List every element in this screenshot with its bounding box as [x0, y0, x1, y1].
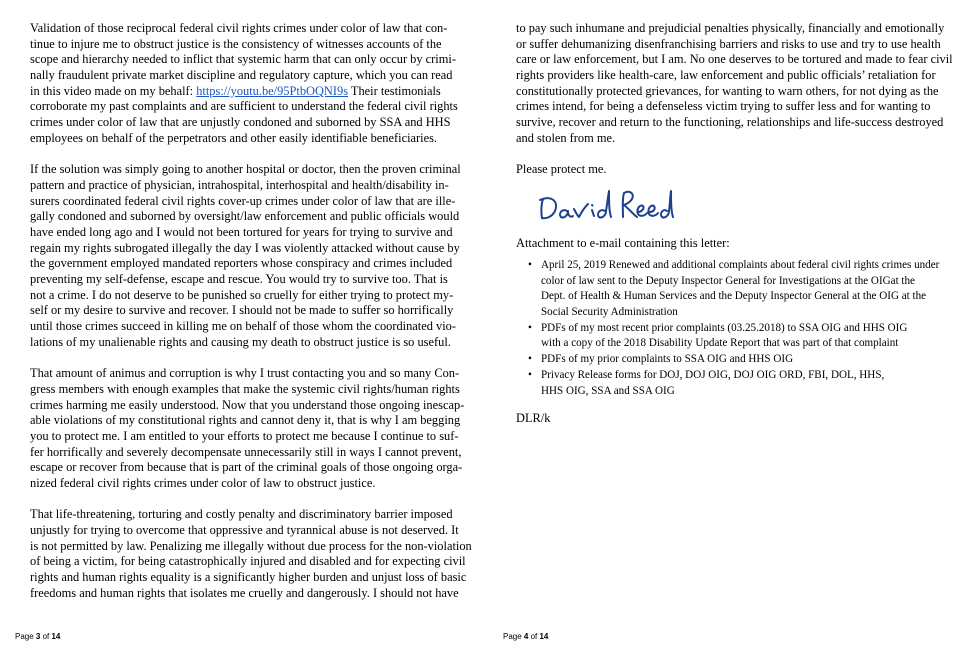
list-item-line: HHS OIG, SSA and SSA OIG	[541, 384, 675, 397]
text-line: lations of my unalienable rights and causing my death to obstruct justice is so useful.	[30, 334, 451, 349]
text-line: nized federal civil rights crimes under color of law to obstruct justice.	[30, 475, 376, 490]
text-line: escape or recover from because that is part of the criminal goals of those ongoing orga-	[30, 460, 463, 475]
footer-middle: of	[40, 632, 52, 641]
text-line: employees on behalf of the perpetrators and other easily identifiable beneficiaries.	[30, 130, 438, 145]
text-line: surers coordinated federal civil rights cover-up crimes under color of law that are ille-	[30, 193, 456, 208]
initials-block	[516, 411, 964, 427]
text-line: That amount of animus and corruption is why I trust contacting you and so many Con-	[30, 366, 460, 381]
footer-total-pages: 14	[51, 632, 61, 641]
text-line: you to protect me. I am entitled to your efforts to protect me because I continue to suf-	[30, 428, 459, 443]
list-item	[516, 352, 966, 368]
list-item	[516, 321, 966, 352]
list-item-line: Social Security Administration	[541, 306, 678, 319]
list-item-line: with a copy of the 2018 Disability Update Report that was part of that complaint	[541, 337, 899, 350]
document-page-4	[489, 0, 978, 660]
text-line: not a crime. I do not deserve to be punished so cruelly for either trying to protect my-	[30, 287, 454, 302]
attachment-list	[516, 258, 966, 399]
paragraph-gap	[30, 492, 478, 508]
text-line: care or law enforcement, but I am. No one deserves to be tortured and made to fear civil	[516, 52, 953, 67]
text-line: corroborate my past complaints and are sufficient to understand the federal civil rights	[30, 99, 458, 114]
text-line: regain my rights subrogated illegally the day I was violently attacked without cause by	[30, 240, 460, 255]
text-line: is not permitted by law. Penalizing me illegally without due process for the non-violation	[30, 538, 472, 553]
list-item-line: PDFs of my most recent prior complaints (03.25.2018) to SSA OIG and HHS OIG	[541, 321, 908, 334]
attachment-heading: Attachment to e-mail containing this letter:	[516, 236, 730, 250]
text-line: Validation of those reciprocal federal civil rights crimes under color of law that con-	[30, 21, 448, 35]
text-line: and stolen from me.	[516, 130, 616, 145]
text-line: gally condoned and suborned by oversight/law enforcement and public officials would	[30, 209, 460, 224]
list-item	[516, 368, 966, 399]
paragraph-continuation	[516, 21, 964, 147]
page-3-body	[30, 21, 478, 601]
text-line: have ended long ago and I would not been tortured for years for trying to survive and	[30, 224, 453, 239]
paragraph-gap	[30, 350, 478, 366]
list-item-line: color of law sent to the Deputy Inspector General for Investigations at the OIGat the	[541, 274, 915, 287]
text-segment: in this video made on my behalf:	[30, 83, 197, 98]
video-link[interactable]: https://youtu.be/95PtbOQNI9s	[196, 83, 349, 98]
bullet-icon: •	[528, 353, 532, 366]
paragraph-penalty	[30, 507, 478, 601]
page-number-footer	[503, 632, 548, 642]
text-line: self or my desire to survive and recover. I should not be made to suffer so horrifically	[30, 303, 454, 318]
paragraph-validation	[30, 21, 478, 147]
paragraph-gap	[516, 147, 964, 163]
text-line: freedoms and human rights that isolates me cruelly and dangerously. I should not have	[30, 585, 459, 600]
text-line: rights providers like health-care, law enforcement and public officials’ retaliation for	[516, 68, 936, 83]
text-line: pattern and practice of physician, intrahospital, interhospital and health/disability in-	[30, 177, 449, 192]
list-item-line: April 25, 2019 Renewed and additional complaints about federal civil rights crimes under	[541, 259, 940, 271]
text-line: tinue to injure me to obstruct justice is the consistency of witnesses accounts of the	[30, 36, 442, 51]
text-line: gress members with enough examples that make the systemic civil rights/human rights	[30, 381, 460, 396]
author-initials: DLR/k	[516, 411, 551, 425]
text-line: crimes intend, for being a defenseless victim trying to suffer less and for wanting to	[516, 99, 931, 114]
text-line: nally fraudulent private market discipline and regulatory capture, which you can read	[30, 68, 453, 83]
text-line: crimes under color of law that are unjustly condoned and suborned by SSA and HHS	[30, 115, 451, 130]
footer-prefix: Page	[15, 632, 36, 641]
text-line-with-link	[30, 84, 478, 100]
paragraph-gap	[30, 147, 478, 163]
signature-image	[537, 187, 677, 223]
text-line: constitutionally protected grievances, for wanting to warn others, for not dying as the	[516, 83, 939, 98]
bullet-icon: •	[528, 259, 532, 271]
text-line: able violations of my constitutional rights and cannot deny it, that is why I am begging	[30, 413, 461, 428]
footer-current-page: 3	[35, 632, 41, 641]
text-line: or suffer dehumanizing disenfranchising barriers and risks to use and try to use health	[516, 36, 941, 51]
text-line: unjustly for trying to overcome that oppressive and tyrannical abuse is not deserved. It	[30, 523, 459, 537]
page-number-footer	[15, 632, 60, 642]
footer-total-pages: 14	[539, 632, 549, 641]
text-line: scope and hierarchy needed to inflict that systemic harm that can only occur by crimi-	[30, 52, 456, 67]
list-item-line: PDFs of my prior complaints to SSA OIG and HHS OIG	[541, 353, 794, 366]
text-line: That life-threatening, torturing and costly penalty and discriminatory barrier imposed	[30, 507, 453, 522]
bullet-icon: •	[528, 368, 532, 381]
text-line: until those crimes succeed in killing me on behalf of those whom the coordinated vio-	[30, 319, 456, 334]
text-line: of being a victim, for being catastrophically injured and disabled and for expecting civil	[30, 554, 466, 569]
text-line: fer horrifically and severely decompensate unnecessarily still in ways I cannot prevent,	[30, 444, 462, 459]
bullet-icon: •	[528, 321, 532, 334]
footer-current-page: 4	[523, 632, 529, 641]
footer-middle: of	[528, 632, 540, 641]
text-line: survive, recover and return to the functioning, relationships and life-success destroyed	[516, 115, 944, 130]
text-line: to pay such inhumane and prejudicial penalties physically, financially and emotionally	[516, 21, 945, 35]
text-line: the government employed mandated reporters whose conspiracy and crimes included	[30, 256, 453, 271]
paragraph-solution	[30, 162, 478, 350]
list-item	[516, 258, 966, 321]
text-line: preventing my self-defense, escape and rescue. You would try to survive too. That is	[30, 272, 448, 286]
text-line: crimes harming me easily understood. Now that you understand those ongoing inescap-	[30, 397, 465, 412]
text-segment: Their testimonials	[348, 83, 441, 98]
list-item-line: Dept. of Health & Human Services and the Deputy Inspector General at the OIG at the	[541, 290, 927, 303]
text-line: If the solution was simply going to another hospital or doctor, then the proven criminal	[30, 162, 461, 177]
text-line: rights and human rights equality is a significantly higher burden and unjust loss of basic	[30, 570, 467, 585]
list-item-line: Privacy Release forms for DOJ, DOJ OIG, DOJ OIG ORD, FBI, DOL, HHS,	[541, 368, 885, 381]
paragraph-animus	[30, 366, 478, 492]
footer-prefix: Page	[503, 632, 524, 641]
attachment-heading-block	[516, 236, 964, 252]
page-4-body	[516, 21, 964, 178]
closing-line: Please protect me.	[516, 162, 607, 177]
